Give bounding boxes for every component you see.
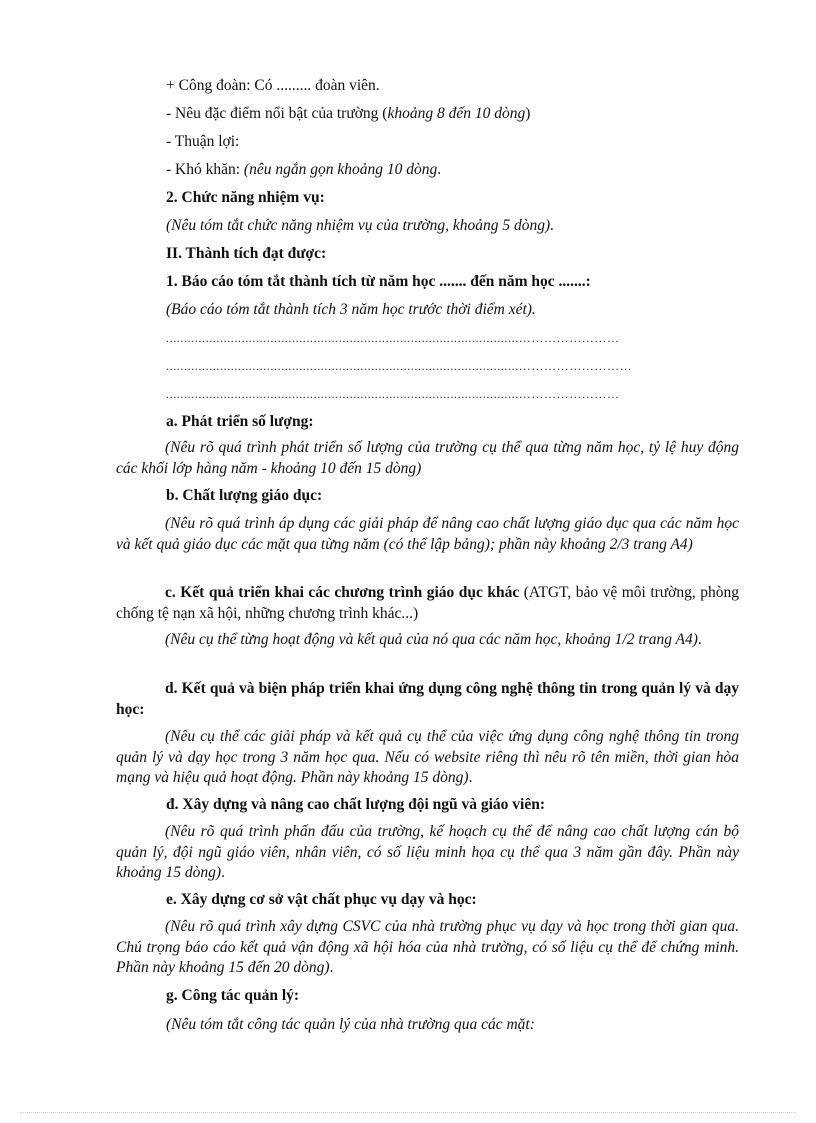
features-prefix: - Nêu đặc điểm nổi bật của trường ( <box>166 105 388 122</box>
section-g-note: (Nêu tóm tắt công tác quản lý của nhà trường qua các mặt: <box>166 1016 535 1033</box>
section-b-note-text: (Nêu rõ quá trình áp dụng các giải pháp để nâng cao chất lượng giáo dục qua các năm học và kết quả giáo dục các mặt qua từng năm (có thể lập bảng); phần này khoảng 2/3 trang A4) <box>116 515 739 553</box>
difficulties-italic: (nêu ngắn gọn khoảng 10 dòng <box>243 161 438 178</box>
features-italic: khoảng 8 đến 10 dòng <box>387 105 526 122</box>
section-a-heading: a. Phát triển số lượng: <box>166 413 314 430</box>
section-b-note <box>116 514 739 555</box>
section-2-heading: 2. Chức năng nhiệm vụ: <box>166 189 325 206</box>
difficulties-suffix: . <box>437 161 442 178</box>
section-d-note <box>116 727 739 789</box>
section-c-note <box>116 630 739 651</box>
section-e-note-text: (Nêu rõ quá trình xây dựng CSVC của nhà trường phục vụ dạy và học trong thời gian qua. Chú trọng báo cáo kết quả vận động xã hội hóa của nhà trường, có số liệu cụ thể để chứng minh. Phần này khoảng 15 đến 20 dòng) <box>116 918 739 976</box>
section-2-note: (Nêu tóm tắt chức năng nhiệm vụ của trường, khoảng 5 dòng). <box>166 217 555 234</box>
features-suffix: ) <box>525 105 531 122</box>
section-dd-heading: đ. Xây dựng và nâng cao chất lượng đội ngũ và giáo viên: <box>166 796 546 813</box>
section-g-heading: g. Công tác quản lý: <box>166 987 300 1004</box>
page-bottom-rule <box>20 1112 796 1113</box>
section-c-note-text: (Nêu cụ thể từng hoạt động và kết quả của nó qua các năm học, khoảng 1/2 trang A4) <box>165 631 698 648</box>
dotted-line-3: ..................................................................................................…………………… <box>166 387 620 401</box>
section-e-heading: e. Xây dựng cơ sở vật chất phục vụ dạy và học: <box>166 891 477 908</box>
section-d-heading-text: d. Kết quả và biện pháp triển khai ứng dụng công nghệ thông tin trong quản lý và dạy học: <box>116 680 739 718</box>
advantages-line: - Thuận lợi: <box>166 133 240 150</box>
section-c-heading-bold: c. Kết quả triển khai các chương trình giáo dục khác <box>165 584 520 601</box>
dotted-line-2: ..................................................................................................……………………… <box>166 359 633 373</box>
difficulties-line <box>166 159 441 181</box>
section-II-sub1-note: (Báo cáo tóm tắt thành tích 3 năm học trước thời điểm xét). <box>166 301 536 318</box>
dotted-line-1: ..................................................................................................…………………… <box>166 331 620 345</box>
difficulties-prefix: - Khó khăn: <box>166 161 244 178</box>
section-e-note <box>116 917 739 979</box>
section-II-heading: II. Thành tích đạt được: <box>166 245 327 262</box>
union-line: + Công đoàn: Có ......... đoàn viên. <box>166 77 380 94</box>
section-d-heading <box>116 679 739 720</box>
section-a-note-text: (Nêu rõ quá trình phát triển số lượng của trường cụ thể qua từng năm học, tỷ lệ huy động các khối lớp hàng năm - khoảng 10 đến 15 dòng) <box>116 439 739 477</box>
section-dd-note <box>116 822 739 884</box>
section-b-heading: b. Chất lượng giáo dục: <box>166 487 323 504</box>
section-a-note <box>116 438 739 479</box>
section-c-heading <box>116 583 739 624</box>
section-II-sub1: 1. Báo cáo tóm tắt thành tích từ năm học ....... đến năm học .......: <box>166 273 591 290</box>
section-d-note-text: (Nêu cụ thể các giải pháp và kết quả cụ thể của việc ứng dụng công nghệ thông tin trong quản lý và dạy học trong 3 năm học qua. Nếu có website riêng thì nêu rõ tên miền, thời gian hòa mạng và hiệu quả hoạt động. Phần này khoảng 15 dòng) <box>116 728 739 786</box>
section-dd-note-suffix: . <box>221 864 225 881</box>
section-e-note-suffix: . <box>329 959 334 976</box>
section-c-note-suffix: . <box>697 631 702 648</box>
section-d-note-suffix: . <box>468 769 473 786</box>
features-line <box>166 103 530 125</box>
section-c-heading-rest: (ATGT, bảo vệ môi trường, phòng chống tệ nạn xã hội, những chương trình khác...) <box>116 584 739 622</box>
section-dd-note-text: (Nêu rõ quá trình phấn đấu của trường, kế hoạch cụ thể để nâng cao chất lượng cán bộ quản lý, đội ngũ giáo viên, nhân viên, có số liệu minh họa cụ thể qua 3 năm gần đây. Phần này khoảng 15 dòng) <box>116 823 739 881</box>
